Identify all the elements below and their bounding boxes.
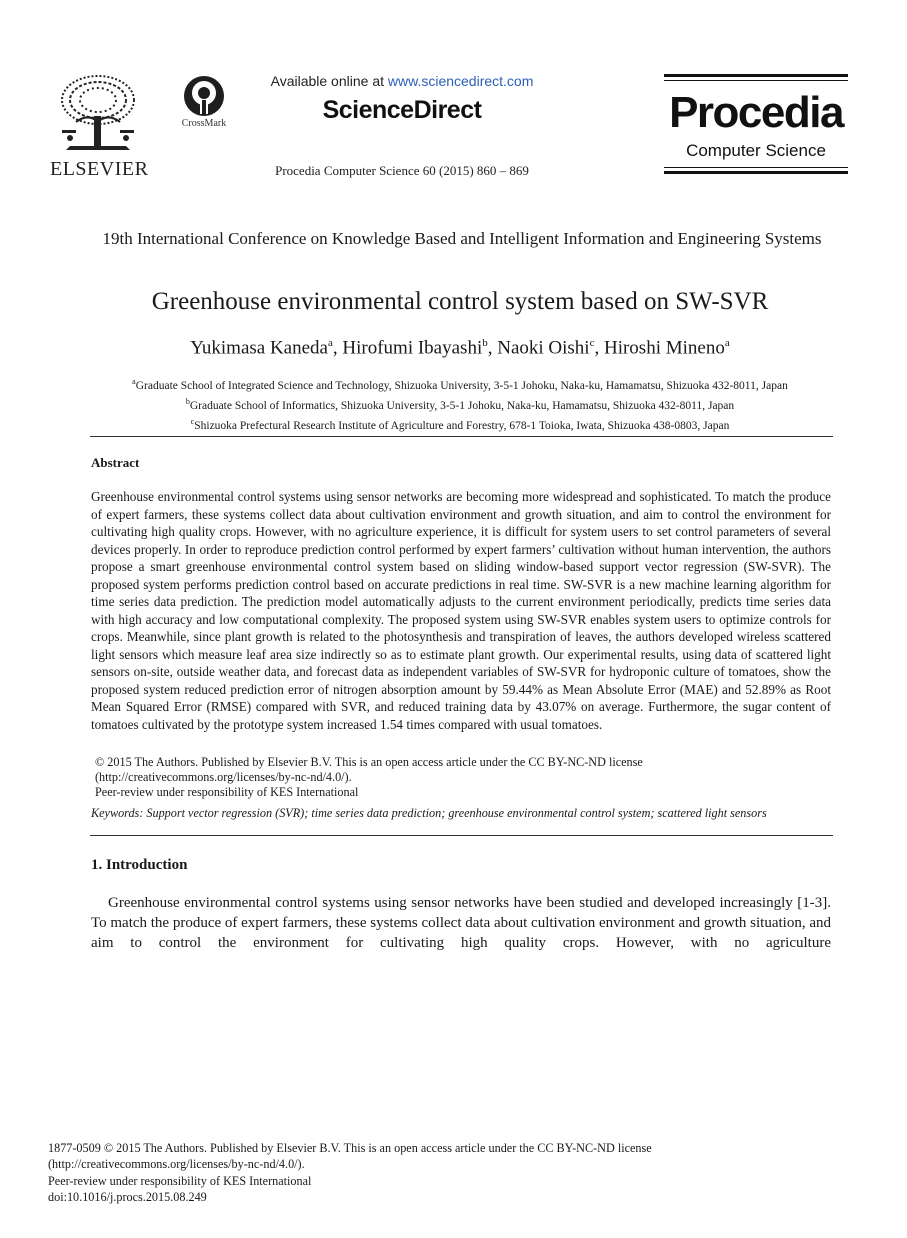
divider-top [90,436,833,437]
author-affiliation-mark: b [482,337,488,349]
crossmark-badge[interactable] [176,74,232,134]
affiliation-text: Graduate School of Informatics, Shizuoka University, 3-5-1 Johoku, Naka-ku, Hamamatsu, Shizuoka 432-8011, Japan [189,399,735,412]
sciencedirect-link[interactable]: www.sciencedirect.com [387,73,534,89]
keywords: Keywords: Support vector regression (SVR); time series data prediction; greenhouse environmental control system; scattered light sensors [91,806,767,820]
introduction-heading: 1. Introduction [91,857,188,873]
available-online-prefix: Available online at [270,73,388,89]
procedia-rule-top-thin [664,80,848,81]
affiliation-mark: a [132,377,136,386]
procedia-rule-top [664,74,848,77]
elsevier-wordmark: ELSEVIER [50,158,149,180]
footer-peer-review: Peer-review under responsibility of KES International [48,1173,312,1188]
footer-license-line: 1877-0509 © 2015 The Authors. Published by Elsevier B.V. This is an open access article under the CC BY-NC-ND license [48,1141,652,1155]
author-name: Naoki Oishi [497,337,590,359]
crossmark-label: CrossMark [181,118,227,129]
crossmark-icon [176,74,232,118]
paper-title: Greenhouse environmental control system based on SW-SVR [151,288,769,315]
peer-review-line: Peer-review under responsibility of KES International [95,785,359,799]
affiliation-line [60,414,860,434]
footer-license-link[interactable]: (http://creativecommons.org/licenses/by-nc-nd/4.0/). [48,1157,305,1172]
elsevier-tree-icon [56,74,140,154]
author-name: Hiroshi Mineno [603,337,725,359]
license-block [95,755,835,800]
conference-name: 19th International Conference on Knowledge Based and Intelligent Information and Engineering Systems [102,229,822,248]
affiliation-line [60,394,860,414]
author-affiliation-mark: a [328,337,333,349]
author-name: Yukimasa Kaneda [190,337,328,359]
affiliation-list [60,374,860,433]
abstract-body: Greenhouse environmental control systems using sensor networks are becoming more widespread and sophisticated. To match the produce of expert farmers, these systems collect data about cultivation environment and growth situation, and aim to control the environment for cultivating high quality crops. However, with no agriculture experience, it is difficult for system users to set control parameters of several devices properly. In order to reproduce prediction control performed by expert farmers’ cultivation without human intervention, the authors propose a smart greenhouse environmental control system based on sliding window-based support vector regression (SW-SVR). The proposed system performs prediction control based on accurate predictions in real time. SW-SVR is a new machine learning algorithm for time series data prediction. The prediction model automatically adjusts to the current environment periodically, predicts time series data with high accuracy and low computational complexity. The proposed system using SW-SVR enables system users to optimize controls for crops. Meanwhile, since plant growth is related to the photosynthesis and transpiration of leaves, the authors developed wireless scattered light sensors which measure leaf area size indirectly so as to estimate plant growth. Our experimental results, using data of scattered light sensors on-site, outside weather data, and forecast data as independent variables of SW-SVR for hydroponic culture of tomatoes, show the proposed system reduced prediction error of nitrogen absorption amount by 59.44% as Mean Absolute Error (MAE) and 52.89% as Root Mean Squared Error (RMSE) compared with SVR, and reduced training data by 43.07% on average. Furthermore, the sugar content of tomatoes cultivated by the prototype system increased 1.54 times compared with usual tomatoes. [91,489,831,732]
sciencedirect-wordmark: ScienceDirect [322,96,482,124]
affiliation-line [60,374,860,394]
procedia-subtitle: Computer Science [686,141,826,160]
affiliation-mark: c [190,416,195,426]
procedia-wordmark: Procedia [669,88,843,137]
introduction-body: Greenhouse environmental control systems using sensor networks have been studied and developed increasingly [1-3]. To match the produce of expert farmers, these systems collect data about cultivation environment and growth situation, and aim to control the environment for cultivating high quality crops. However, with no agriculture [91,895,831,951]
affiliation-mark: b [185,396,190,406]
license-link[interactable]: (http://creativecommons.org/licenses/by-nc-nd/4.0/). [95,770,352,784]
footer-doi[interactable]: doi:10.1016/j.procs.2015.08.249 [48,1190,207,1205]
abstract-heading: Abstract [91,455,140,470]
author-list: Yukimasa Kaneda$^a$, Hirofumi Ibayashi$^b$, Naoki Oishi$^c$, Hiroshi Mineno$^a$ [190,337,730,359]
procedia-rule-bottom-thin [664,167,848,168]
procedia-rule-bottom [664,171,848,174]
license-line: © 2015 The Authors. Published by Elsevier B.V. This is an open access article under the CC BY-NC-ND license [95,755,643,769]
affiliation-text: Graduate School of Integrated Science and Technology, Shizuoka University, 3-5-1 Johoku, Naka-ku, Hamamatsu, Shizuoka 432-8011, Japan [135,379,788,392]
available-online-line [230,73,574,89]
author-affiliation-mark: c [589,337,595,349]
author-name: Hirofumi Ibayashi [342,337,483,359]
journal-reference: Procedia Computer Science 60 (2015) 860 – 869 [275,163,529,178]
affiliation-text: Shizuoka Prefectural Research Institute of Agriculture and Forestry, 678-1 Toioka, Iwata, Shizuoka 438-0803, Japan [194,419,730,432]
divider-bottom [90,835,833,836]
procedia-logo [664,74,848,176]
author-affiliation-mark: a [724,337,730,349]
page-footer [48,1140,808,1206]
elsevier-logo [50,74,149,180]
